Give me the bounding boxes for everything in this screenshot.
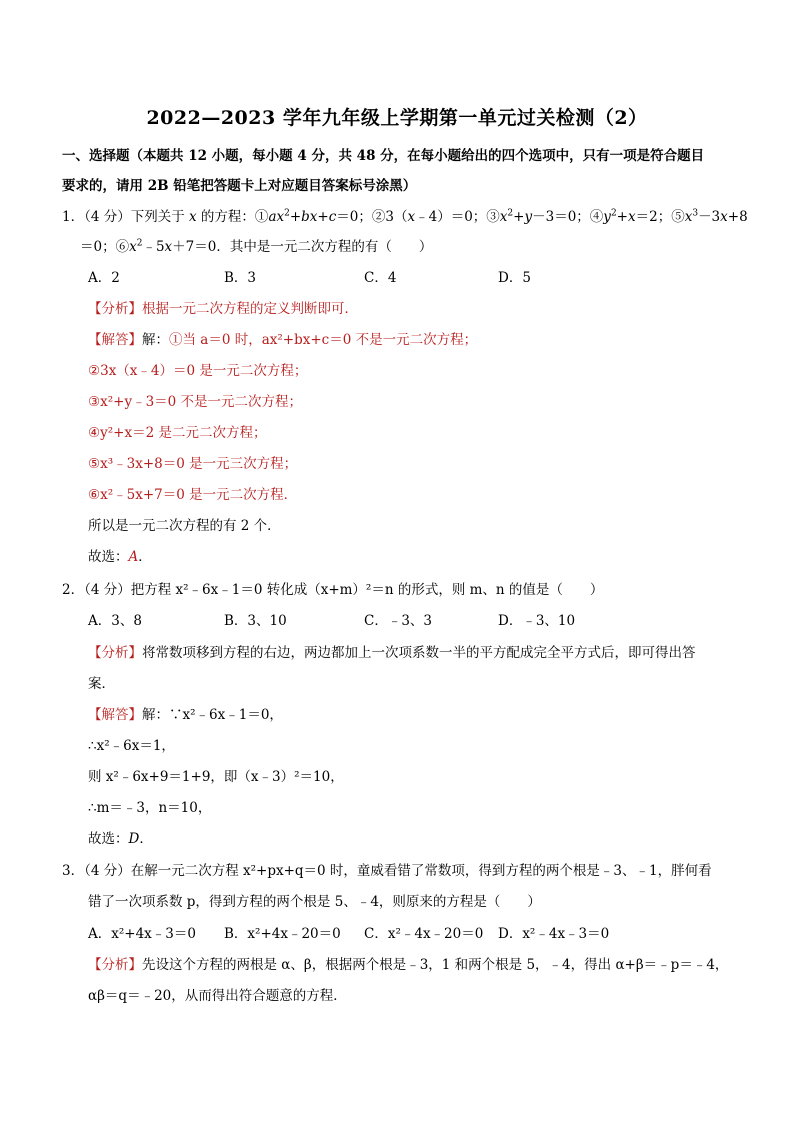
q2-analysis-line1 [88, 643, 696, 663]
q2-analysis-text1: 将常数项移到方程的右边，两边都加上一次项系数一半的平方配成完全平方式后，即可得出答 [142, 645, 696, 661]
q1-answer-a6: ⑥x²﹣5x+7＝0 是一元二次方程． [88, 487, 298, 503]
q2-period: ． [139, 831, 153, 847]
q1-period: ． [138, 549, 152, 565]
q1-stem-c: －3＝0；④ [532, 209, 604, 225]
page-title: 2022—2023 学年九年级上学期第一单元过关检测（2） [146, 107, 648, 129]
q2-option-a: A．3、8 [88, 613, 142, 629]
q1-analysis [88, 299, 358, 319]
q2-option-d: D．﹣3、10 [498, 613, 576, 629]
q1-stem-a: 的方程：① [196, 209, 269, 225]
q2-answer-a1: 解：∵x²﹣6x﹣1＝0， [142, 707, 283, 723]
q1-choice-line [88, 547, 152, 567]
q1-stem-d: ＝2；⑤ [635, 209, 685, 225]
q3-option-c: C．x²﹣4x﹣20＝0 [364, 926, 484, 942]
q1-option-c: C．4 [364, 270, 397, 286]
q1-stem-b: ＝0；③ [450, 209, 500, 225]
q1-answer-a4: ④y²+x＝2 是二元二次方程； [88, 425, 267, 441]
q1-variable: x [189, 209, 197, 225]
q1-line2-a: ＝0；⑥ [80, 239, 130, 255]
q3-option-a: A．x²+4x﹣3＝0 [88, 926, 196, 942]
question-3-stem-line1: 3．（4 分）在解一元二次方程 x²+px+q＝0 时，童威看错了常数项，得到方程的两个根是﹣3、﹣1，胖何看 [62, 863, 712, 879]
q2-analysis-tag: 【分析】 [88, 645, 142, 661]
q1-answer-a3: ③x²+y﹣3＝0 不是一元二次方程； [88, 394, 303, 410]
q1-analysis-tag: 【分析】 [88, 301, 142, 317]
q1-answer-tag: 【解答】 [88, 332, 142, 348]
q1-choice: A [128, 549, 139, 565]
q3-analysis-text1: 先设这个方程的两根是 α、β，根据两个根是﹣3，1 和两个根是 5，﹣4，得出 α+β＝﹣p＝﹣4， [142, 957, 729, 973]
q2-answer-a3: 则 x²﹣6x+9＝1+9，即（x﹣3）²＝10， [88, 769, 344, 785]
q3-analysis-line1 [88, 955, 728, 975]
q2-option-c: C．﹣3、3 [364, 613, 433, 629]
q1-option-a: A．2 [88, 270, 120, 286]
question-3-stem-line2: 错了一次项系数 p，得到方程的两个根是 5、﹣4，则原来的方程是（ ） [88, 894, 541, 910]
q1-option-d: D．5 [498, 270, 531, 286]
q2-option-b: B．3、10 [224, 613, 287, 629]
q2-answer-a4: ∴m＝﹣3，n＝10， [88, 800, 212, 816]
q1-answer-a1: ①当 a＝0 时，ax²+bx+c＝0 不是一元二次方程； [169, 332, 478, 348]
q2-answer-a2: ∴x²﹣6x＝1， [88, 738, 175, 754]
q1-option-b: B．3 [224, 270, 257, 286]
q1-stem-a2: ＝0；②3 [336, 209, 394, 225]
q2-choose-label: 故选： [88, 831, 129, 847]
q3-analysis-tag: 【分析】 [88, 957, 142, 973]
q3-option-b: B．x²+4x﹣20＝0 [224, 926, 341, 942]
q1-choose-label: 故选： [88, 549, 129, 565]
q3-option-d: D．x²﹣4x﹣3＝0 [498, 926, 610, 942]
q1-answer-a2: ②3x（x﹣4）＝0 是一元二次方程； [88, 363, 308, 379]
q1-answer-a7: 所以是一元二次方程的有 2 个． [88, 518, 281, 534]
q1-stem-f: +8 [727, 209, 748, 225]
q2-answer-line1 [88, 705, 283, 725]
q2-choice: D [128, 831, 140, 847]
q3-analysis-line2: αβ＝q＝﹣20，从而得出符合题意的方程． [88, 988, 347, 1004]
question-2-stem: 2．（4 分）把方程 x²﹣6x﹣1＝0 转化成（x+m）²＝n 的形式，则 m、n 的值是（ ） [62, 582, 604, 598]
section-heading-line2: 要求的，请用 2B 铅笔把答题卡上对应题目答案标号涂黑） [62, 178, 417, 194]
q1-number: 1．（4 分）下列关于 [62, 209, 190, 225]
q1-answer-lead: 解： [142, 332, 169, 348]
question-1-stem-line1: 1．（4 分）下列关于 x 的方程：$①ax^2+bx+c=0$；②3（x﹣4）＝0；$③x^2+y-3=0$；$④y^2+x=2$；$⑤x^3-3x+8$ [62, 208, 748, 225]
q1-answer-a5: ⑤x³﹣3x+8＝0 是一元三次方程； [88, 456, 298, 472]
section-heading-line1: 一、选择题（本题共 12 小题，每小题 4 分，共 48 分，在每小题给出的四个选项中，只有一项是符合题目 [62, 148, 705, 164]
q2-answer-tag: 【解答】 [88, 707, 142, 723]
q2-choice-line [88, 829, 153, 849]
q2-analysis-line2: 案． [88, 676, 115, 692]
q1-answer-line1 [88, 330, 477, 350]
q1-line2-b: ＋7＝0．其中是一元二次方程的有（ ） [172, 239, 433, 255]
q1-analysis-text: 根据一元二次方程的定义判断即可． [142, 301, 358, 317]
q1-stem-e: －3 [698, 209, 721, 225]
question-1-stem-line2: ＝0；$⑥x^2﹣5x+7=0$．其中是一元二次方程的有（ ） [80, 238, 433, 255]
